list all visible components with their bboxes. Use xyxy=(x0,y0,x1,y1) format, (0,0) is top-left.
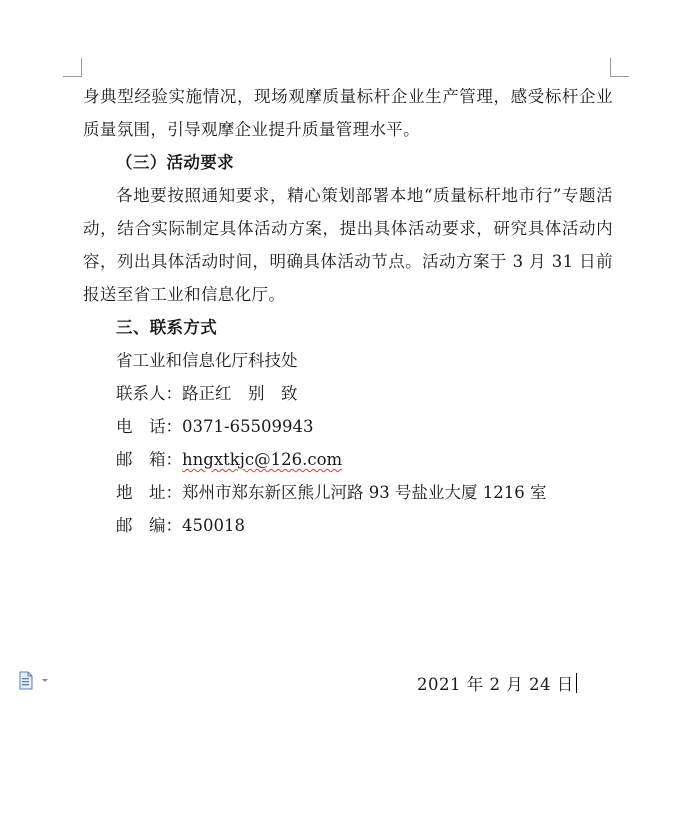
contact-postcode-row xyxy=(83,509,613,542)
paste-options-icon xyxy=(17,670,51,692)
contact-address-label: 地 址： xyxy=(116,483,182,502)
contact-phone-row xyxy=(83,410,613,443)
contact-person-row xyxy=(83,377,613,410)
section-heading-activity-requirements: （三）活动要求 xyxy=(116,153,234,172)
contact-address-value: 郑州市郑东新区熊儿河路 93 号盐业大厦 1216 室 xyxy=(182,483,547,502)
contact-email-label: 邮 箱： xyxy=(116,450,182,469)
date-text: 2021 年 2 月 24 日 xyxy=(417,675,574,694)
contact-phone-value: 0371-65509943 xyxy=(182,417,314,436)
paragraph-typical-experience: 身典型经验实施情况，现场观摩质量标杆企业生产管理，感受标杆企业质量氛围，引导观摩企业提升质量管理水平。 xyxy=(83,87,613,139)
contact-email-value[interactable]: hngxtkjc@126.com xyxy=(182,450,343,469)
contact-postcode-label: 邮 编： xyxy=(116,516,182,535)
contact-org: 省工业和信息化厅科技处 xyxy=(116,351,298,370)
section-heading-contact: 三、联系方式 xyxy=(116,318,218,337)
contact-postcode-value: 450018 xyxy=(182,516,245,535)
contact-person-label: 联系人： xyxy=(116,384,182,403)
contact-person-value: 路正红 别 致 xyxy=(182,384,298,403)
contact-phone-label: 电 话： xyxy=(116,417,182,436)
document-body[interactable] xyxy=(83,80,613,542)
page-corner-marker-top-right xyxy=(610,58,629,77)
contact-address-row xyxy=(83,476,613,509)
chevron-down-icon xyxy=(42,679,48,682)
contact-email-row xyxy=(83,443,613,476)
text-cursor xyxy=(576,673,578,693)
page-corner-marker-top-left xyxy=(63,58,82,77)
paste-options-button[interactable] xyxy=(17,670,51,692)
paragraph-activity-requirements: 各地要按照通知要求，精心策划部署本地“质量标杆地市行”专题活动，结合实际制定具体活动方案，提出具体活动要求，研究具体活动内容，列出具体活动时间，明确具体活动节点。活动方案于 3 月 31 日前报送至省工业和信息化厅。 xyxy=(83,186,613,304)
document-date xyxy=(417,668,577,701)
